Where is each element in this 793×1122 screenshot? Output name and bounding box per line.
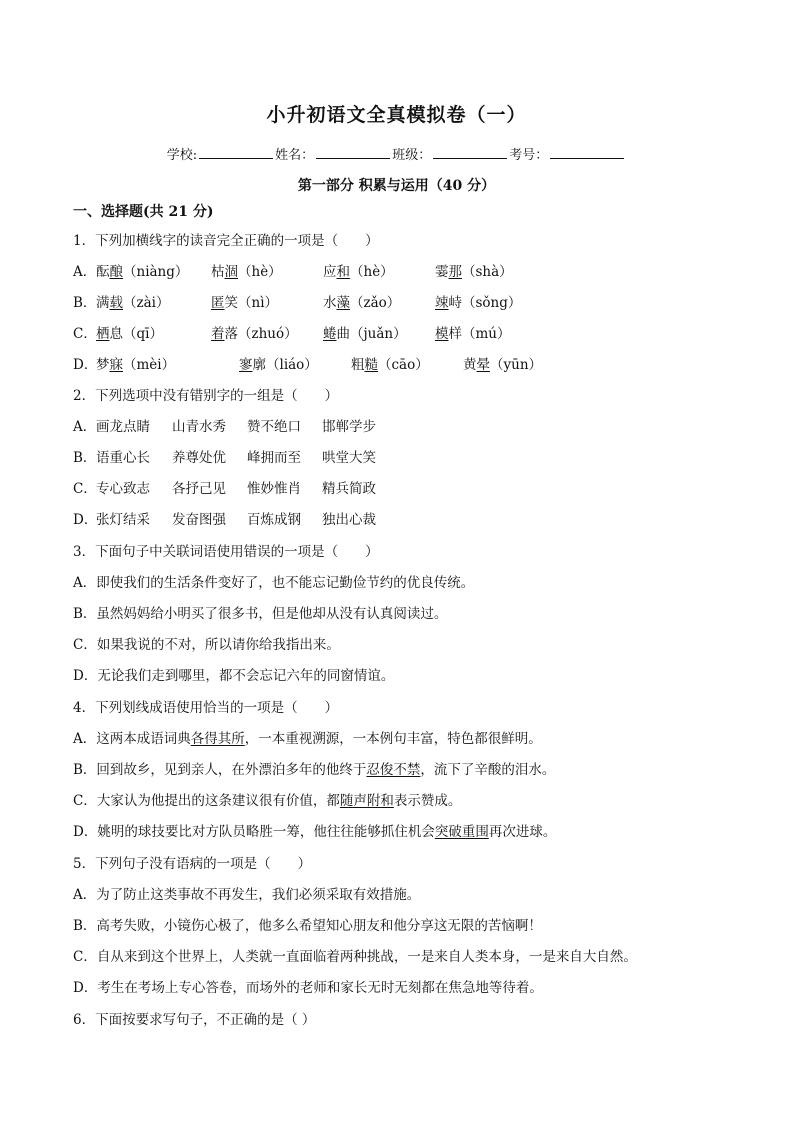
underlined-idiom: 各得其所 (190, 731, 245, 747)
q5-option-c[interactable]: C．自从来到这个世界上，人类就一直面临着两种挑战，一是来自人类本身，一是来自大自然。 (73, 949, 637, 965)
q4-option-c[interactable]: C．大家认为他提出的这条建议很有价值，都随声附和表示赞成。 (73, 793, 462, 809)
q4-option-d[interactable]: D．姚明的球技要比对方队员略胜一筹，他往往能够抓住机会突破重围再次进球。 (73, 824, 557, 840)
option-item: 独出心裁 (322, 512, 376, 528)
option-item: 水藻（zǎo） (323, 295, 401, 311)
option-item: 各抒己见 (172, 481, 226, 497)
question-6-stem: 6．下面按要求写句子，不正确的是（ ） (73, 1012, 316, 1028)
option-item: 应和（hè） (323, 264, 394, 280)
question-5-stem: 5．下列句子没有语病的一项是（ ） (73, 856, 312, 872)
option-letter: A． (73, 419, 97, 435)
option-item: 惟妙惟肖 (247, 481, 301, 497)
option-item: 画龙点睛 (96, 419, 150, 435)
option-item: 寥廓（liáo） (239, 357, 318, 373)
student-info-line (0, 144, 793, 163)
option-item: 发奋图强 (172, 512, 226, 528)
option-item: 粗糙（cāo） (351, 357, 429, 373)
option-letter: D． (73, 512, 98, 528)
q3-option-a[interactable]: A．即使我们的生活条件变好了，也不能忘记勤俭节约的优良传统。 (73, 575, 475, 591)
option-item: 哄堂大笑 (322, 450, 376, 466)
class-label: 班级： (392, 148, 432, 163)
q4-option-b[interactable]: B．回到故乡，见到亲人，在外漂泊多年的他终于忍俊不禁，流下了辛酸的泪水。 (73, 762, 556, 778)
option-item: 蜷曲（juǎn） (323, 326, 407, 342)
question-4-stem: 4．下列划线成语使用恰当的一项是（ ） (73, 700, 339, 716)
question-3-stem: 3．下面句子中关联词语使用错误的一项是（ ） (73, 544, 379, 560)
q5-option-d[interactable]: D．考生在考场上专心答卷，而场外的老师和家长无时无刻都在焦急地等待着。 (73, 980, 543, 996)
option-item: 黄晕（yūn） (463, 357, 543, 373)
option-item: 着落（zhuó） (211, 326, 298, 342)
option-item: 匿笑（nì） (211, 295, 279, 311)
q4-option-a[interactable]: A．这两本成语词典各得其所，一本重视溯源，一本例句丰富，特色都很鲜明。 (73, 731, 542, 747)
option-item: 霎那（shà） (435, 264, 513, 280)
option-item: 专心致志 (96, 481, 150, 497)
q3-option-d[interactable]: D．无论我们走到哪里，都不会忘记六年的同窗情谊。 (73, 668, 395, 684)
option-item: 养尊处优 (172, 450, 226, 466)
underlined-idiom: 突破重围 (434, 824, 489, 840)
option-item: 精兵简政 (322, 481, 376, 497)
option-item: 峰拥而至 (247, 450, 301, 466)
option-item: 竦峙（sǒng） (435, 295, 522, 311)
name-label: 姓名： (275, 148, 315, 163)
q3-option-b[interactable]: B．虽然妈妈给小明买了很多书，但是他却从没有认真阅读过。 (73, 606, 448, 622)
option-item: 模样（mú） (435, 326, 511, 342)
option-item: 百炼成钢 (247, 512, 301, 528)
option-item: 邯郸学步 (322, 419, 376, 435)
exam-number-label: 考号： (509, 148, 549, 163)
option-letter: C． (73, 481, 97, 497)
school-blank[interactable] (199, 146, 273, 159)
option-letter: C． (73, 326, 97, 342)
option-item: 山青水秀 (172, 419, 226, 435)
class-blank[interactable] (433, 146, 507, 159)
option-letter: A． (73, 264, 97, 280)
part-heading: 第一部分 积累与运用（40 分） (297, 178, 496, 194)
option-item: 语重心长 (96, 450, 150, 466)
option-letter: D． (73, 357, 98, 373)
q3-option-c[interactable]: C．如果我说的不对，所以请你给我指出来。 (73, 637, 340, 653)
option-item: 满载（zài） (96, 295, 170, 311)
question-2-stem: 2．下列选项中没有错别字的一组是（ ） (73, 388, 339, 404)
underlined-idiom: 忍俊不禁 (366, 762, 421, 778)
exam-number-blank[interactable] (550, 146, 624, 159)
section-heading: 一、选择题(共 21 分) (73, 204, 214, 220)
q5-option-b[interactable]: B．高考失败，小镜伤心极了，他多么希望知心朋友和他分享这无限的苦恼啊！ (73, 918, 542, 934)
name-blank[interactable] (316, 146, 390, 159)
option-letter: B． (73, 295, 97, 311)
option-item: 张灯结采 (96, 512, 150, 528)
option-item: 酝酿（niàng） (96, 264, 189, 280)
option-letter: B． (73, 450, 97, 466)
q5-option-a[interactable]: A．为了防止这类事故不再发生，我们必须采取有效措施。 (73, 887, 421, 903)
exam-title: 小升初语文全真模拟卷（一） (266, 104, 527, 126)
question-1-stem: 1．下列加横线字的读音完全正确的一项是（ ） (73, 233, 379, 249)
option-item: 栖息（qī） (96, 326, 163, 342)
school-label: 学校: (166, 148, 198, 163)
option-item: 枯涸（hè） (211, 264, 282, 280)
option-item: 赞不绝口 (247, 419, 301, 435)
underlined-idiom: 随声附和 (339, 793, 394, 809)
option-item: 梦寐（mèi） (96, 357, 176, 373)
